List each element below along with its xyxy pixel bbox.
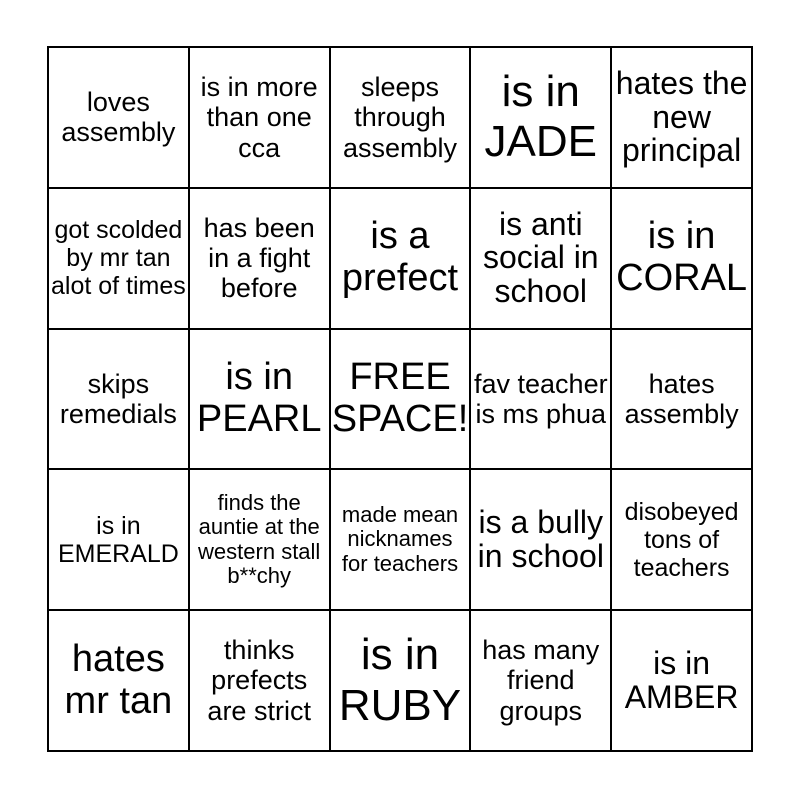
bingo-cell[interactable]: [48, 188, 189, 329]
bingo-cell[interactable]: [330, 47, 471, 188]
cell-text: loves assembly: [61, 87, 176, 148]
bingo-cell[interactable]: [189, 47, 330, 188]
bingo-cell[interactable]: [330, 188, 471, 329]
bingo-cell[interactable]: [470, 329, 611, 470]
bingo-board: [47, 46, 753, 752]
cell-text: is a prefect: [341, 215, 459, 300]
bingo-cell[interactable]: [48, 610, 189, 751]
bingo-cell[interactable]: [611, 469, 752, 610]
cell-text: hates mr tan: [64, 637, 173, 722]
cell-text: hates the new principal: [615, 65, 748, 169]
bingo-cell[interactable]: [330, 610, 471, 751]
cell-text: is in more than one cca: [200, 72, 318, 163]
bingo-cell[interactable]: [470, 188, 611, 329]
bingo-cell[interactable]: [330, 469, 471, 610]
cell-text: skips remedials: [59, 368, 177, 429]
cell-text: made mean nicknames for teachers: [341, 501, 459, 577]
cell-text: has been in a fight before: [203, 212, 315, 304]
cell-text: FREE SPACE!: [331, 356, 469, 440]
bingo-cell[interactable]: [470, 469, 611, 610]
bingo-cell[interactable]: [48, 47, 189, 188]
cell-text: finds the auntie at the western stall b**chy: [198, 489, 321, 589]
bingo-cell[interactable]: [48, 329, 189, 470]
bingo-cell[interactable]: [611, 188, 752, 329]
bingo-cell[interactable]: [189, 469, 330, 610]
cell-text: is in RUBY: [338, 630, 462, 730]
cell-text: hates assembly: [624, 368, 739, 429]
free-space-cell[interactable]: [330, 329, 471, 470]
cell-text: is in PEARL: [196, 356, 322, 440]
cell-text: has many friend groups: [482, 635, 600, 726]
bingo-cell[interactable]: [611, 329, 752, 470]
cell-text: got scolded by mr tan alot of times: [51, 216, 186, 301]
bingo-cell[interactable]: [470, 47, 611, 188]
cell-text: disobeyed tons of teachers: [624, 497, 739, 582]
bingo-cell[interactable]: [189, 329, 330, 470]
cell-text: is in AMBER: [624, 645, 739, 715]
bingo-cell[interactable]: [189, 610, 330, 751]
bingo-cell[interactable]: [611, 610, 752, 751]
bingo-cell[interactable]: [189, 188, 330, 329]
bingo-cell[interactable]: [611, 47, 752, 188]
cell-text: is a bully in school: [477, 504, 604, 574]
bingo-cell[interactable]: [48, 469, 189, 610]
cell-text: is in CORAL: [616, 215, 748, 300]
cell-text: fav teacher is ms phua: [474, 368, 608, 429]
cell-text: thinks prefects are strict: [207, 635, 311, 726]
cell-text: sleeps through assembly: [342, 72, 458, 163]
cell-text: is in JADE: [484, 66, 598, 167]
cell-text: is in EMERALD: [57, 511, 179, 568]
cell-text: is anti social in school: [482, 205, 599, 309]
bingo-cell[interactable]: [470, 610, 611, 751]
